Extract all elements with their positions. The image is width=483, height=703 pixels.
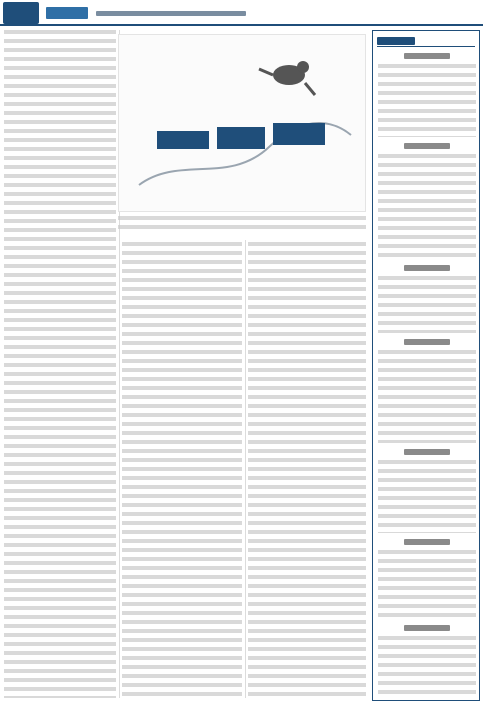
article-column-2 (122, 242, 242, 698)
column-divider-2 (245, 240, 246, 698)
caption-text-placeholder (118, 216, 366, 234)
sidebar-block (378, 539, 476, 619)
cartoon-illustration (118, 34, 366, 212)
sidebar-block-text-placeholder (378, 636, 476, 697)
issue-badge (3, 2, 39, 24)
sidebar-block-title-mark (404, 449, 450, 455)
sidebar-block (378, 449, 476, 533)
editor-credit-line (96, 11, 246, 16)
cartoon-figure (259, 61, 315, 95)
article-area (0, 30, 368, 703)
sidebar-block-title-mark (404, 625, 450, 631)
sidebar-block (378, 143, 476, 259)
column-2-text-placeholder (122, 242, 242, 698)
sidebar (372, 30, 480, 701)
sidebar-block-title-mark (404, 265, 450, 271)
sidebar-block-text-placeholder (378, 276, 476, 333)
sidebar-block (378, 265, 476, 333)
sidebar-block-title-mark (404, 53, 450, 59)
sidebar-block-text-placeholder (378, 550, 476, 619)
sidebar-block-title-mark (404, 539, 450, 545)
sidebar-header-mark (377, 37, 415, 45)
sidebar-block-text-placeholder (378, 460, 476, 533)
section-mark (46, 7, 88, 19)
cartoon-signs (157, 123, 325, 149)
page-header (0, 0, 483, 26)
sidebar-header (377, 35, 475, 47)
article-column-1 (4, 30, 116, 698)
sidebar-block-title-mark (404, 143, 450, 149)
cartoon-svg (119, 35, 367, 213)
sidebar-block (378, 53, 476, 137)
article-column-3 (248, 242, 366, 698)
sidebar-block-title-mark (404, 339, 450, 345)
sidebar-block-text-placeholder (378, 154, 476, 259)
column-1-text-placeholder (4, 30, 116, 698)
sidebar-block (378, 625, 476, 697)
column-3-text-placeholder (248, 242, 366, 698)
sidebar-block-text-placeholder (378, 64, 476, 137)
cartoon-caption (118, 216, 366, 234)
sidebar-block-text-placeholder (378, 350, 476, 443)
sidebar-block (378, 339, 476, 443)
